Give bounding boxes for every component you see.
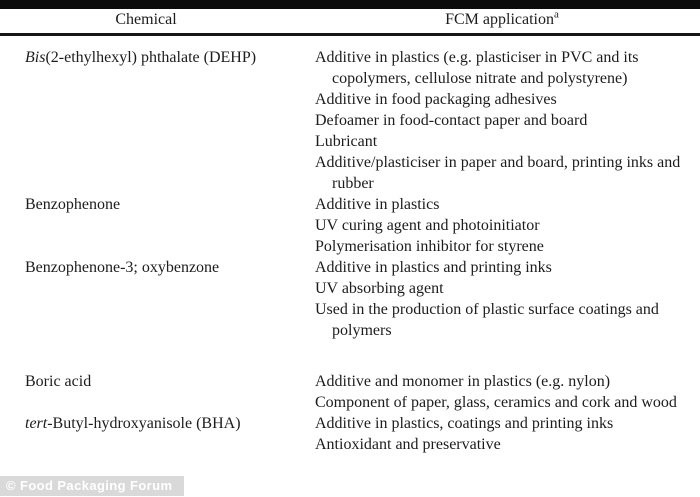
application-item: Antioxidant and preservative [315, 436, 501, 453]
fcm-application-cell [315, 47, 689, 194]
chemical-name-cell [25, 47, 315, 68]
application-item: Additive/plasticiser in paper and board, printing inks and rubber [315, 154, 681, 192]
watermark-food-packaging-forum: © Food Packaging Forum [0, 476, 184, 496]
fcm-application-cell [315, 257, 689, 341]
table-row-benzophenone [0, 194, 700, 257]
chemical-name-cell [25, 371, 315, 392]
application-item: Used in the production of plastic surface coatings and polymers [315, 301, 659, 339]
table-row-dehp [0, 47, 700, 194]
chemical-name: Benzophenone [25, 196, 121, 213]
table-row-bha [0, 413, 700, 455]
table-header-divider [0, 33, 700, 36]
application-item: Additive in food packaging adhesives [315, 91, 557, 108]
table-header-row [0, 8, 700, 33]
column-header-fcm-label: FCM application [445, 11, 554, 28]
application-item: Component of paper, glass, ceramics and cork and wood [315, 394, 677, 411]
column-header-fcm-application [315, 8, 689, 29]
application-item: UV curing agent and photoinitiator [315, 217, 540, 234]
table-body [0, 47, 700, 455]
chemical-name-italic-part: tert [25, 415, 48, 432]
application-item: Lubricant [315, 133, 378, 150]
chemical-name-italic-part: Bis [25, 49, 46, 66]
application-item: Additive in plastics [315, 196, 440, 213]
chemical-name: Benzophenone-3; oxybenzone [25, 259, 220, 276]
chemical-name-cell [25, 413, 315, 434]
footnote-marker-a: a [554, 8, 559, 21]
application-item: Additive and monomer in plastics (e.g. nylon) [315, 373, 611, 390]
application-item: Additive in plastics (e.g. plasticiser in PVC and its copolymers, cellulose nitrate and polystyrene) [315, 49, 639, 87]
fcm-application-cell [315, 371, 689, 413]
chemical-name: (2-ethylhexyl) phthalate (DEHP) [45, 49, 257, 66]
application-item: Additive in plastics, coatings and printing inks [315, 415, 614, 432]
chemical-name: Boric acid [25, 373, 92, 390]
chemical-name-cell [25, 194, 315, 215]
application-item: UV absorbing agent [315, 280, 444, 297]
application-item: Polymerisation inhibitor for styrene [315, 238, 544, 255]
chemical-name: -Butyl-hydroxyanisole (BHA) [47, 415, 241, 432]
table-top-border [0, 0, 700, 9]
chemical-name-cell [25, 257, 315, 278]
column-header-chemical: Chemical [115, 11, 177, 28]
application-item: Defoamer in food-contact paper and board [315, 112, 588, 129]
application-item: Additive in plastics and printing inks [315, 259, 552, 276]
fcm-application-cell [315, 194, 689, 257]
fcm-application-cell [315, 413, 689, 455]
table-row-benzophenone-3 [0, 257, 700, 341]
table-row-boric-acid [0, 371, 700, 413]
